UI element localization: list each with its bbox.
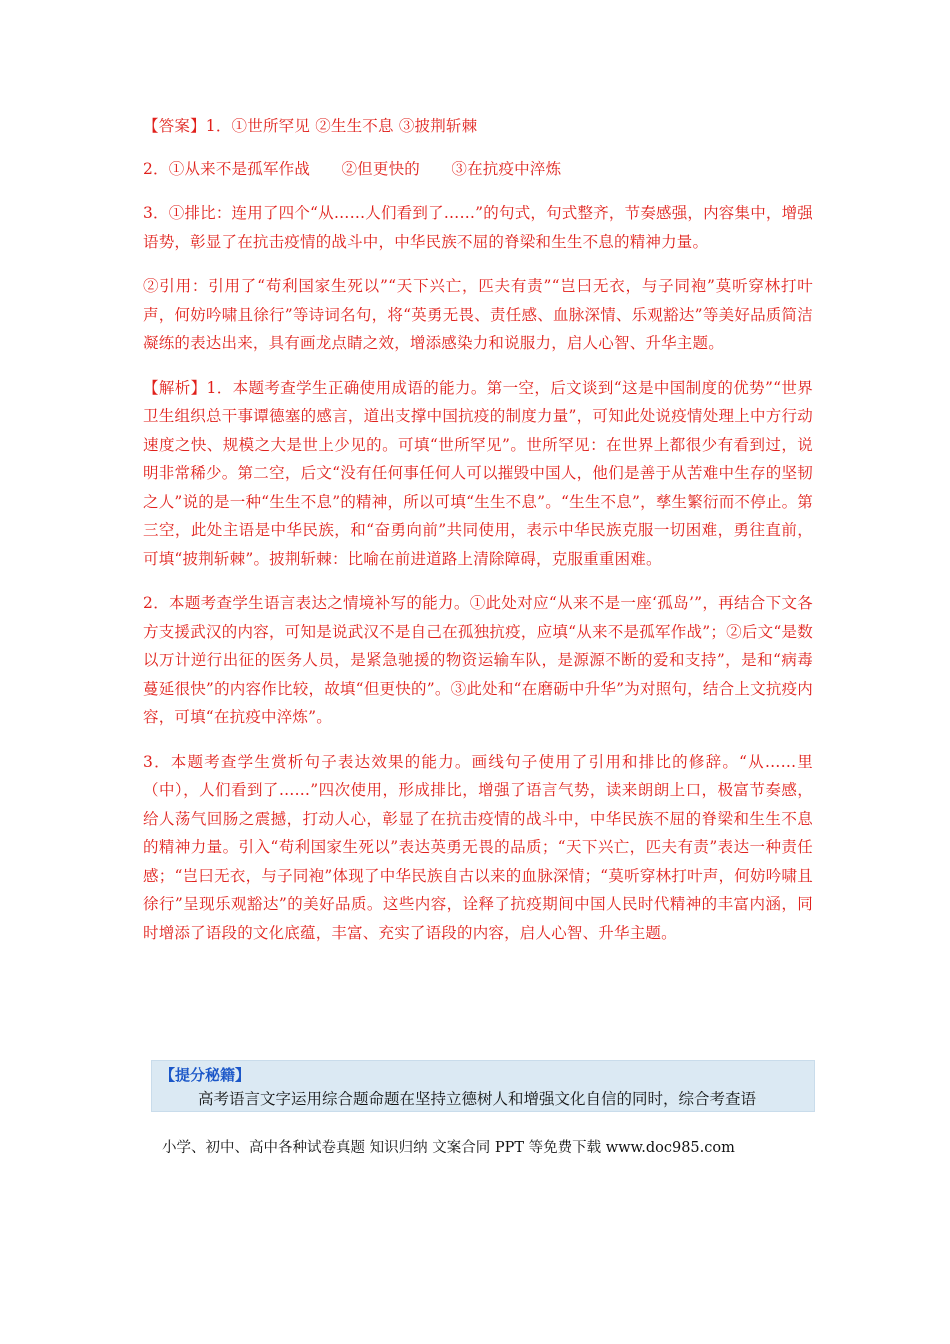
tip-box xyxy=(151,1060,815,1112)
analysis-paragraph-2: 2．本题考查学生语言表达之情境补写的能力。①此处对应“从来不是一座‘孤岛’”，再结合下文各方支援武汉的内容，可知是说武汉不是自己在孤独抗疫，应填“从来不是孤军作战”；②后文“是数以万计逆行出征的医务人员，是紧急驰援的物资运输车队，是源源不断的爱和支持”，是和“病毒蔓延很快”的内容作比较，故填“但更快的”。③此处和“在磨砺中升华”为对照句，结合上文抗疫内容，可填“在抗疫中淬炼”。 xyxy=(143,594,813,726)
footer-text: 小学、初中、高中各种试卷真题 知识归纳 文案合同 PPT 等免费下载 www.doc985.com xyxy=(162,1140,735,1156)
answer-line-4: ②引用：引用了“苟利国家生死以”“天下兴亡，匹夫有责”“岂曰无衣，与子同袍”莫听穿林打叶声，何妨吟啸且徐行”等诗词名句，将“英勇无畏、责任感、血脉深情、乐观豁达”等美好品质简洁凝练的表达出来，具有画龙点睛之效，增添感染力和说服力，启人心智、升华主题。 xyxy=(143,277,813,352)
analysis-paragraph-3: 3．本题考查学生赏析句子表达效果的能力。画线句子使用了引用和排比的修辞。“从……里（中），人们看到了……”四次使用，形成排比，增强了语言气势，读来朗朗上口，极富节奏感，给人荡气回肠之震撼，打动人心，彰显了在抗击疫情的战斗中，中华民族不屈的脊梁和生生不息的精神力量。引入“苟利国家生死以”表达英勇无畏的品质；“天下兴亡，匹夫有责”表达一种责任感；“岂曰无衣，与子同袍”体现了中华民族自古以来的血脉深情；“莫听穿林打叶声，何妨吟啸且徐行”呈现乐观豁达”的美好品质。这些内容，诠释了抗疫期间中国人民时代精神的丰富内涵，同时增添了语段的文化底蕴，丰富、充实了语段的内容，启人心智、升华主题。 xyxy=(143,752,813,942)
tip-text: 高考语言文字运用综合题命题在坚持立德树人和增强文化自信的同时，综合考查语 xyxy=(198,1090,757,1108)
answer-line-1: 【答案】1．①世所罕见 ②生生不息 ③披荆斩棘 xyxy=(143,117,478,135)
tip-title: 【提分秘籍】 xyxy=(160,1066,251,1084)
analysis-paragraph-1: 【解析】1．本题考查学生正确使用成语的能力。第一空，后文谈到“这是中国制度的优势”“世界卫生组织总干事谭德塞的感言，道出支撑中国抗疫的制度力量”，可知此处说疫情处理上中方行动速度之快、规模之大是世上少见的。可填“世所罕见”。世所罕见：在世界上都很少有看到过，说明非常稀少。第二空，后文“没有任何事任何人可以摧毁中国人，他们是善于从苦难中生存的坚韧之人”说的是一种“生生不息”的精神，所以可填“生生不息”。“生生不息”，孳生繁衍而不停止。第三空，此处主语是中华民族，和“奋勇向前”共同使用，表示中华民族克服一切困难，勇往直前，可填“披荆斩棘”。披荆斩棘：比喻在前进道路上清除障碍，克服重重困难。 xyxy=(143,378,813,568)
answer-section xyxy=(143,112,813,963)
answer-line-3: 3．①排比：连用了四个“从……人们看到了……”的句式，句式整齐，节奏感强，内容集中，增强语势，彰显了在抗击疫情的战斗中，中华民族不屈的脊梁和生生不息的精神力量。 xyxy=(143,204,814,251)
answer-line-2: 2．①从来不是孤军作战 ②但更快的 ③在抗疫中淬炼 xyxy=(143,159,562,178)
